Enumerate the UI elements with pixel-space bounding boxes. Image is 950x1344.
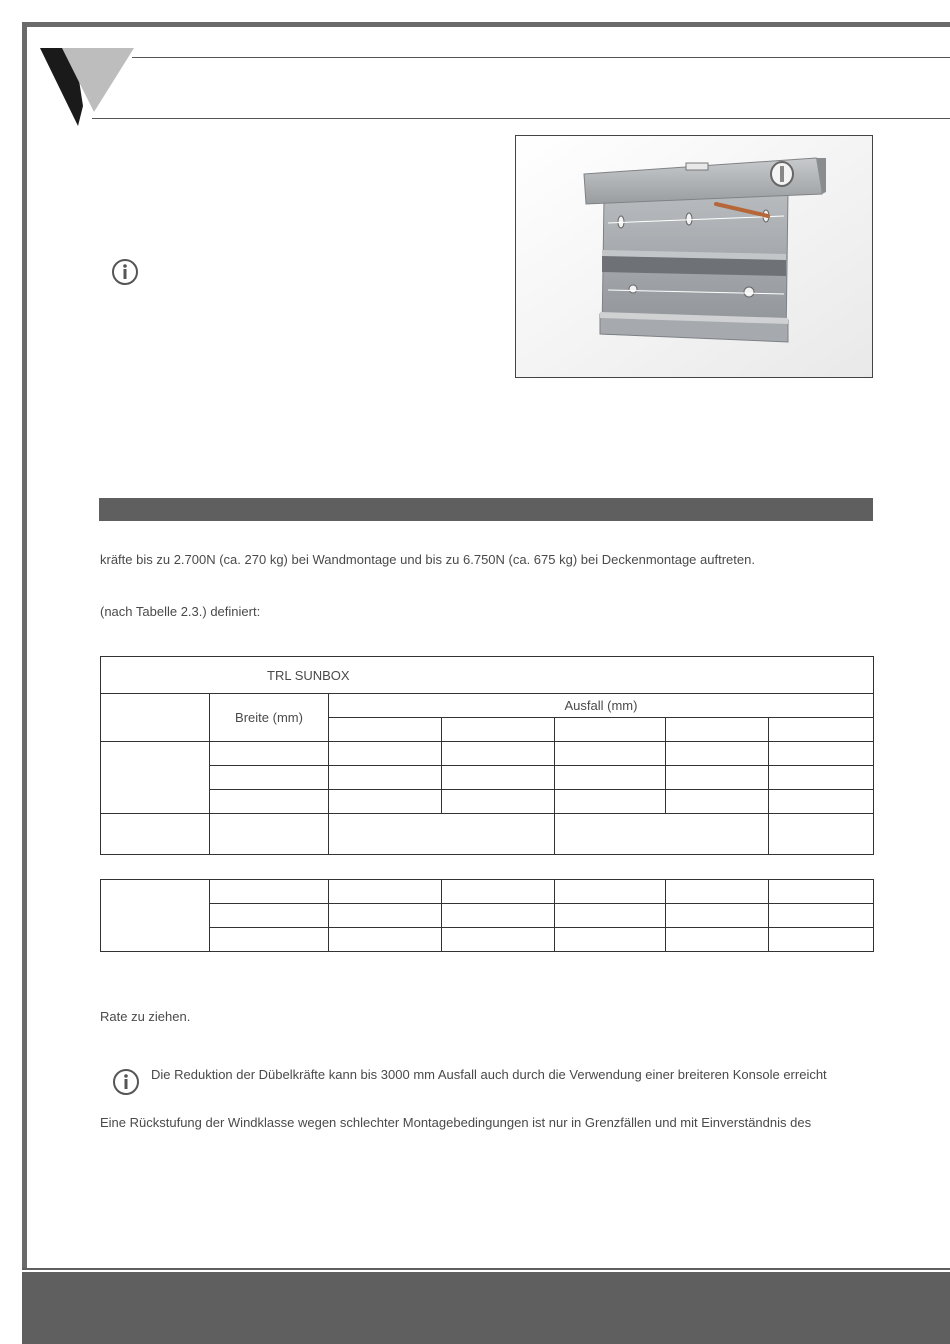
table-cell	[329, 880, 442, 904]
table-cell	[769, 880, 874, 904]
info-icon	[112, 1068, 140, 1096]
table-cell	[555, 928, 666, 952]
table-cell	[666, 742, 769, 766]
table-cell	[555, 790, 666, 814]
table-cell	[329, 928, 442, 952]
table-cell	[666, 766, 769, 790]
body-text-definition: (nach Tabelle 2.3.) definiert:	[100, 604, 261, 619]
table-cell	[769, 928, 874, 952]
triangle-logo	[38, 46, 138, 128]
mounting-bracket-photo	[515, 135, 873, 378]
table-cell	[555, 742, 666, 766]
table-cell	[442, 928, 555, 952]
table-cell	[442, 904, 555, 928]
table-cell	[769, 814, 874, 855]
table-cell	[555, 814, 769, 855]
table-cell	[329, 718, 442, 742]
table-cell	[555, 766, 666, 790]
info-icon	[111, 258, 139, 286]
table-cell	[329, 742, 442, 766]
table-cell	[442, 718, 555, 742]
header-rule-bottom	[92, 118, 950, 119]
table-cell	[210, 766, 329, 790]
table-title: TRL SUNBOX	[101, 657, 874, 694]
footer-divider	[22, 1270, 950, 1272]
table-cell	[329, 814, 555, 855]
dowel-force-table	[100, 656, 874, 855]
table-cell	[666, 880, 769, 904]
table-header-ausfall: Ausfall (mm)	[329, 694, 874, 718]
table-cell	[769, 742, 874, 766]
table-cell	[101, 814, 210, 855]
table-cell	[555, 904, 666, 928]
table-cell	[769, 718, 874, 742]
table-cell	[329, 904, 442, 928]
page-frame-left	[22, 22, 27, 1282]
table-cell	[769, 790, 874, 814]
table-cell	[442, 766, 555, 790]
table-cell	[666, 904, 769, 928]
table-cell	[210, 790, 329, 814]
table-cell	[210, 880, 329, 904]
header-rule-top	[132, 57, 950, 58]
footer-band	[22, 1268, 950, 1344]
body-text-load: kräfte bis zu 2.700N (ca. 270 kg) bei Wandmontage und bis zu 6.750N (ca. 675 kg) bei Deckenmontage auftreten.	[100, 552, 755, 567]
table-cell	[210, 814, 329, 855]
table-cell	[329, 766, 442, 790]
table-cell	[442, 790, 555, 814]
table-cell	[769, 766, 874, 790]
table-cell	[769, 904, 874, 928]
info-note-text: Die Reduktion der Dübelkräfte kann bis 3000 mm Ausfall auch durch die Verwendung einer breiteren Konsole erreicht	[151, 1067, 827, 1082]
table-cell	[442, 742, 555, 766]
table-cell	[101, 694, 210, 742]
table-cell	[101, 880, 210, 952]
table-cell	[555, 718, 666, 742]
body-text-rate: Rate zu ziehen.	[100, 1009, 191, 1024]
table-cell	[666, 718, 769, 742]
table-cell	[442, 880, 555, 904]
table-cell	[329, 790, 442, 814]
table-cell	[210, 742, 329, 766]
table-cell	[555, 880, 666, 904]
page-frame-top	[22, 22, 950, 27]
table-cell	[666, 790, 769, 814]
table-cell	[210, 928, 329, 952]
table-header-breite: Breite (mm)	[210, 694, 329, 742]
table-cell	[210, 904, 329, 928]
dowel-force-table-2	[100, 879, 874, 952]
table-cell	[666, 928, 769, 952]
section-heading-bar	[99, 498, 873, 521]
body-text-windclass: Eine Rückstufung der Windklasse wegen schlechter Montagebedingungen ist nur in Grenzfällen und mit Einverständnis des	[100, 1115, 812, 1130]
table-cell	[101, 742, 210, 814]
